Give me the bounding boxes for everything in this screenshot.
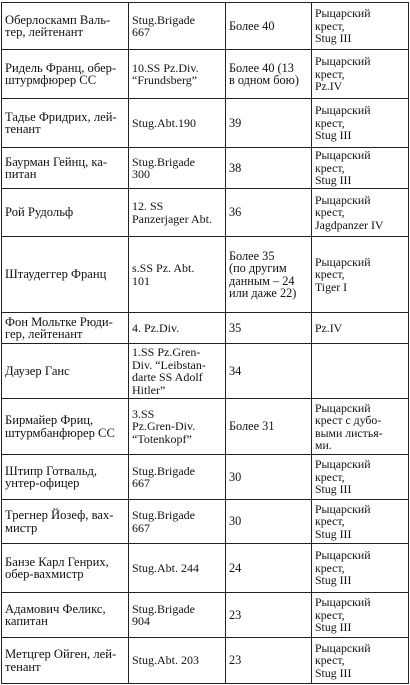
kills-cell: 23: [226, 638, 312, 684]
name-cell: Бирмайер Фриц, штурмбанфюрер СС: [2, 399, 129, 455]
unit-cell: 12. SS Panzerjager Abt.: [129, 189, 226, 237]
kills-cell: Более 31: [226, 399, 312, 455]
table-row: [2, 593, 409, 638]
unit-cell: Stug.Brigade 667: [129, 3, 226, 50]
table-row: [2, 50, 409, 99]
unit-cell: 4. Pz.Div.: [129, 313, 226, 344]
kills-cell: 39: [226, 99, 312, 148]
table-row: [2, 399, 409, 455]
name-cell: Даузер Ганс: [2, 344, 129, 399]
unit-cell: Stug.Abt.190: [129, 99, 226, 148]
award-cell: Рыцарский крест, Stug III: [312, 3, 409, 50]
table-row: [2, 500, 409, 544]
award-cell: Рыцарский крест, Stug III: [312, 455, 409, 500]
award-cell: Рыцарский крест, Stug III: [312, 148, 409, 189]
name-cell: Штаудеггер Франц: [2, 237, 129, 313]
table-row: [2, 189, 409, 237]
table-row: [2, 455, 409, 500]
kills-cell: 30: [226, 455, 312, 500]
kills-cell: 23: [226, 593, 312, 638]
award-cell: Рыцарский крест, Tiger I: [312, 237, 409, 313]
table-row: [2, 237, 409, 313]
kills-cell: Более 35 (по другим данным – 24 или даже 22): [226, 237, 312, 313]
award-cell: Рыцарский крест, Stug III: [312, 500, 409, 544]
unit-cell: s.SS Pz. Abt. 101: [129, 237, 226, 313]
unit-cell: 3.SS Pz.Gren-Div. “Totenkopf”: [129, 399, 226, 455]
award-cell: Pz.IV: [312, 313, 409, 344]
table-row: [2, 544, 409, 593]
kills-cell: 34: [226, 344, 312, 399]
award-cell: Рыцарский крест, Stug III: [312, 99, 409, 148]
tank-aces-table: [1, 2, 409, 684]
name-cell: Штипр Готвальд, унтер-офицер: [2, 455, 129, 500]
kills-cell: 24: [226, 544, 312, 593]
unit-cell: Stug.Abt. 244: [129, 544, 226, 593]
kills-cell: Более 40: [226, 3, 312, 50]
unit-cell: Stug.Brigade 667: [129, 500, 226, 544]
name-cell: Рой Рудольф: [2, 189, 129, 237]
table-row: [2, 344, 409, 399]
unit-cell: Stug.Brigade 667: [129, 455, 226, 500]
kills-cell: 36: [226, 189, 312, 237]
table-row: [2, 148, 409, 189]
award-cell: Рыцарский крест, Stug III: [312, 593, 409, 638]
award-cell: Рыцарский крест, Stug III: [312, 638, 409, 684]
kills-cell: 30: [226, 500, 312, 544]
name-cell: Ридель Франц, обер- штурмфюрер СС: [2, 50, 129, 99]
kills-cell: 35: [226, 313, 312, 344]
award-cell: Рыцарский крест, Stug III: [312, 544, 409, 593]
name-cell: Оберлоскамп Валь- тер, лейтенант: [2, 3, 129, 50]
name-cell: Фон Мольтке Рюди- гер, лейтенант: [2, 313, 129, 344]
name-cell: Баурман Гейнц, ка- питан: [2, 148, 129, 189]
kills-cell: Более 40 (13 в одном бою): [226, 50, 312, 99]
unit-cell: Stug.Abt. 203: [129, 638, 226, 684]
name-cell: Метцгер Ойген, лей- тенант: [2, 638, 129, 684]
name-cell: Адамович Феликс, капитан: [2, 593, 129, 638]
unit-cell: 10.SS Pz.Div. “Frundsberg”: [129, 50, 226, 99]
award-cell: Рыцарский крест, Jagdpanzer IV: [312, 189, 409, 237]
kills-cell: 38: [226, 148, 312, 189]
unit-cell: Stug.Brigade 300: [129, 148, 226, 189]
name-cell: Тадье Фридрих, лей- тенант: [2, 99, 129, 148]
unit-cell: Stug.Brigade 904: [129, 593, 226, 638]
name-cell: Банзе Карл Генрих, обер-вахмистр: [2, 544, 129, 593]
award-cell: [312, 344, 409, 399]
award-cell: Рыцарский крест, Pz.IV: [312, 50, 409, 99]
table-row: [2, 3, 409, 50]
table-row: [2, 638, 409, 684]
name-cell: Трегнер Йозеф, вах- мистр: [2, 500, 129, 544]
unit-cell: 1.SS Pz.Gren- Div. “Leibstan- darte SS Adolf Hitler”: [129, 344, 226, 399]
table-row: [2, 313, 409, 344]
table-row: [2, 99, 409, 148]
award-cell: Рыцарский крест с дубо- выми листья- ми.: [312, 399, 409, 455]
